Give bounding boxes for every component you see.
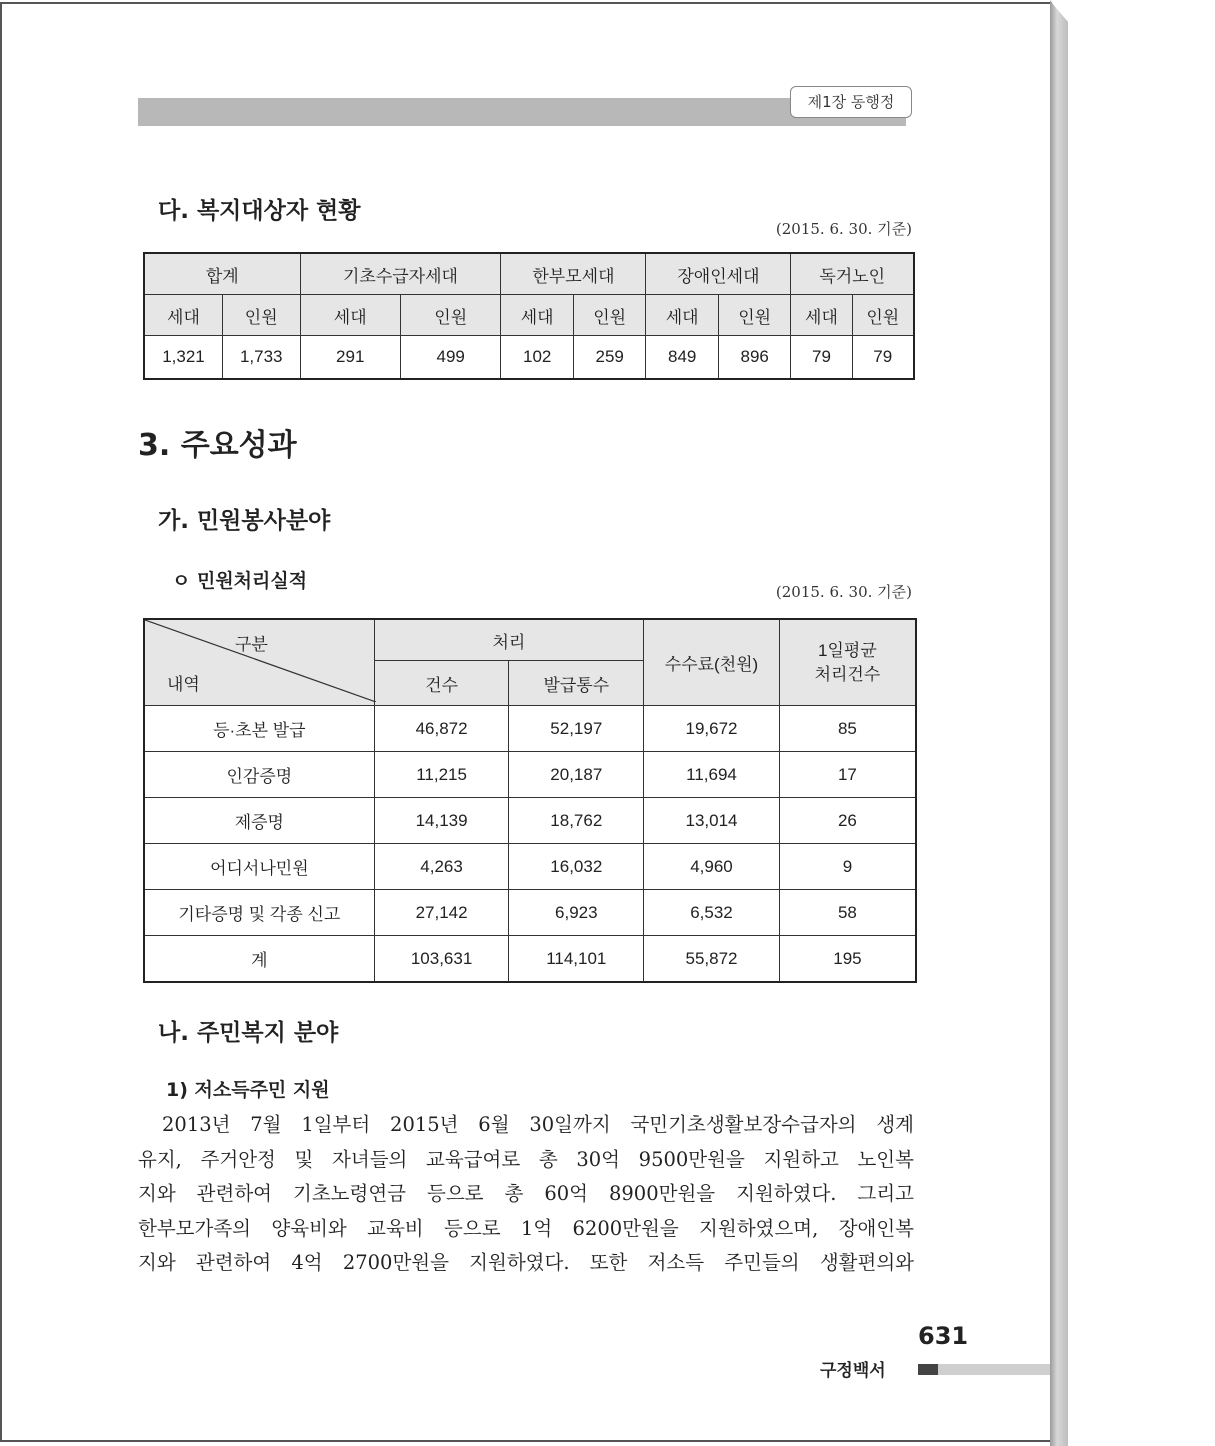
table-cell: 1,321: [144, 336, 222, 380]
table-cell: 13,014: [644, 798, 780, 844]
table-cell: 4,263: [374, 844, 509, 890]
sub-header: 세대: [144, 295, 222, 336]
corner-bottom-label: 내역: [167, 675, 200, 694]
table-cell: 4,960: [644, 844, 780, 890]
table-cell: 79: [852, 336, 914, 380]
chapter-tab: 제1장 동행정: [790, 86, 912, 118]
row-label: 인감증명: [144, 752, 374, 798]
table-subheader-row: [144, 295, 914, 336]
table-row: [144, 336, 914, 380]
table-cell: 79: [791, 336, 852, 380]
table-cell: 6,923: [509, 890, 644, 936]
sub-header: 인원: [573, 295, 646, 336]
table-cell: 27,142: [374, 890, 509, 936]
corner-top-label: 구분: [235, 635, 268, 654]
sub-header: 인원: [718, 295, 791, 336]
group-header: 기초수급자세대: [300, 253, 501, 295]
section-ga-basis-date: (2015. 6. 30. 기준): [775, 583, 912, 601]
row-label: 기타증명 및 각종 신고: [144, 890, 374, 936]
table-cell: 102: [501, 336, 574, 380]
table-cell: 1,733: [222, 336, 300, 380]
sub-header: 세대: [501, 295, 574, 336]
section-da-basis-date: (2015. 6. 30. 기준): [775, 220, 912, 238]
table-cell: 291: [300, 336, 400, 380]
sub-header: 인원: [222, 295, 300, 336]
count-header: 건수: [374, 661, 509, 706]
table-cell: 58: [779, 890, 916, 936]
diagonal-corner-header: [144, 619, 374, 706]
group-header: 한부모세대: [501, 253, 646, 295]
table-cell: 11,694: [644, 752, 780, 798]
issued-header: 발급통수: [509, 661, 644, 706]
table-cell: 849: [646, 336, 719, 380]
table-cell: 103,631: [374, 936, 509, 983]
section-na-title: 나. 주민복지 분야: [158, 1020, 339, 1046]
body-paragraph: [138, 1108, 914, 1281]
table-cell: 46,872: [374, 706, 509, 752]
section-3-title: 3. 주요성과: [138, 428, 297, 463]
row-label: 어디서나민원: [144, 844, 374, 890]
table-cell: 195: [779, 936, 916, 983]
table-cell: 17: [779, 752, 916, 798]
page-curl-edge: [1050, 0, 1068, 1446]
table-row: [144, 890, 916, 936]
table-cell: 499: [400, 336, 500, 380]
table-cell: 259: [573, 336, 646, 380]
table-row: [144, 844, 916, 890]
welfare-recipients-table: [143, 252, 915, 380]
table-cell: 16,032: [509, 844, 644, 890]
sub-header: 인원: [852, 295, 914, 336]
group-header: 독거노인: [791, 253, 914, 295]
paragraph-line: 2013년 7월 1일부터 2015년 6월 30일까지 국민기초생활보장수급자의 생계: [162, 1113, 914, 1136]
table-cell: 9: [779, 844, 916, 890]
subsection-title: 1) 저소득주민 지원: [166, 1079, 330, 1101]
paragraph-line: 지와 관련하여 기초노령연금 등으로 총 60억 8900만원을 지원하였다. 그리고: [138, 1182, 914, 1205]
group-header: 장애인세대: [646, 253, 791, 295]
row-label: 제증명: [144, 798, 374, 844]
table-cell: 55,872: [644, 936, 780, 983]
table-cell: 114,101: [509, 936, 644, 983]
table-cell: 896: [718, 336, 791, 380]
page-number: 631: [918, 1322, 969, 1350]
table-cell: 85: [779, 706, 916, 752]
table-header-row: [144, 619, 916, 661]
paragraph-line: 한부모가족의 양육비와 교육비 등으로 1억 6200만원을 지원하였으며, 장애인복: [138, 1216, 914, 1240]
table-cell: 14,139: [374, 798, 509, 844]
group-header: 합계: [144, 253, 300, 295]
table-row: [144, 752, 916, 798]
table-cell: 18,762: [509, 798, 644, 844]
table-total-row: [144, 936, 916, 983]
table-cell: 52,197: [509, 706, 644, 752]
section-da-title: 다. 복지대상자 현황: [158, 198, 361, 224]
civil-service-table: [143, 618, 917, 983]
fee-header: 수수료(천원): [644, 619, 780, 706]
sub-header: 세대: [646, 295, 719, 336]
paragraph-line: 지와 관련하여 4억 2700만원을 지원하였다. 또한 저소득 주민들의 생활편의와: [138, 1251, 914, 1274]
table-cell: 20,187: [509, 752, 644, 798]
sub-header: 인원: [400, 295, 500, 336]
row-label: 계: [144, 936, 374, 983]
section-ga-title: 가. 민원봉사분야: [158, 508, 331, 534]
table-header-row: [144, 253, 914, 295]
bullet-heading: ㅇ 민원처리실적: [172, 570, 308, 592]
table-row: [144, 798, 916, 844]
table-cell: 11,215: [374, 752, 509, 798]
row-label: 등·초본 발급: [144, 706, 374, 752]
processing-group-header: 처리: [374, 619, 643, 661]
sub-header: 세대: [300, 295, 400, 336]
table-cell: 26: [779, 798, 916, 844]
footer-mark: [918, 1364, 938, 1375]
table-cell: 19,672: [644, 706, 780, 752]
table-cell: 6,532: [644, 890, 780, 936]
table-row: [144, 706, 916, 752]
daily-average-header: 1일평균 처리건수: [779, 619, 916, 706]
paragraph-line: 유지, 주거안정 및 자녀들의 교육급여로 총 30억 9500만원을 지원하고 노인복: [138, 1147, 914, 1171]
book-title: 구정백서: [820, 1361, 886, 1381]
sub-header: 세대: [791, 295, 852, 336]
